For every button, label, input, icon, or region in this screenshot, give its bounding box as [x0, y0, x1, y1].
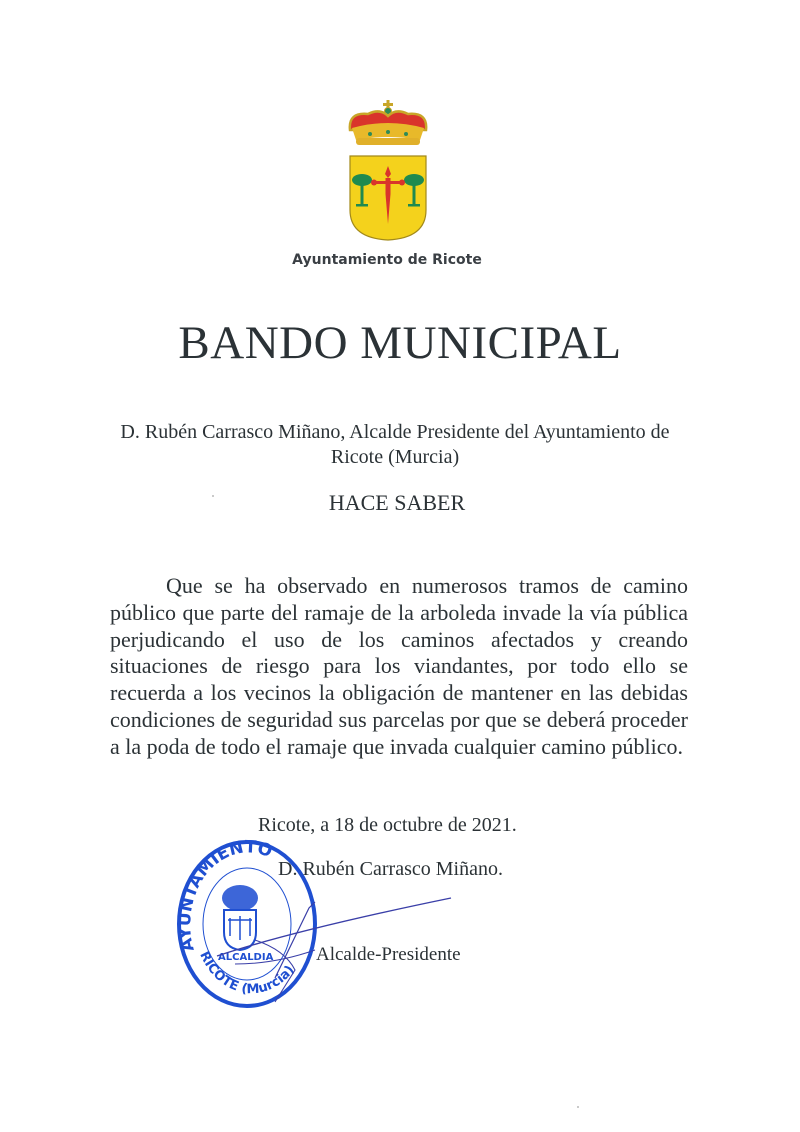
stamp-middle-text: ALCALDIA [218, 952, 274, 963]
stamp-bottom-text: RICOTE (Murcia) [196, 949, 298, 998]
scan-speck [212, 495, 214, 497]
document-title: BANDO MUNICIPAL [178, 317, 622, 369]
signer-name: D. Rubén Carrasco Miñano. [278, 858, 503, 880]
handwritten-signature [215, 880, 455, 1010]
body-paragraph: Que se ha observado en numerosos tramos de camino público que parte del ramaje de la arboleda invade la vía pública perjudicando el uso de los caminos afectados y creando situaciones de riesgo para los viandantes, por todo ello se recuerda a los vecinos la obligación de mantener en las debidas condiciones de seguridad sus parcelas por que se deberá proceder a la poda de todo el ramaje que invada cualquier camino público. [110, 573, 688, 759]
coat-of-arms-icon [340, 98, 436, 244]
stamp-top-text: AYUNTAMIENTO [175, 837, 275, 954]
crown-icon [350, 100, 426, 145]
intro-text: D. Rubén Carrasco Miñano, Alcalde Presidente del Ayuntamiento de Ricote (Murcia) [120, 421, 670, 468]
announcement-heading: HACE SABER [328, 490, 466, 515]
place-date: Ricote, a 18 de octubre de 2021. [258, 814, 517, 836]
scan-speck [577, 1106, 579, 1108]
signer-role: Alcalde-Presidente [316, 944, 461, 965]
shield-icon [350, 156, 426, 240]
organization-name: Ayuntamiento de Ricote [292, 252, 482, 268]
